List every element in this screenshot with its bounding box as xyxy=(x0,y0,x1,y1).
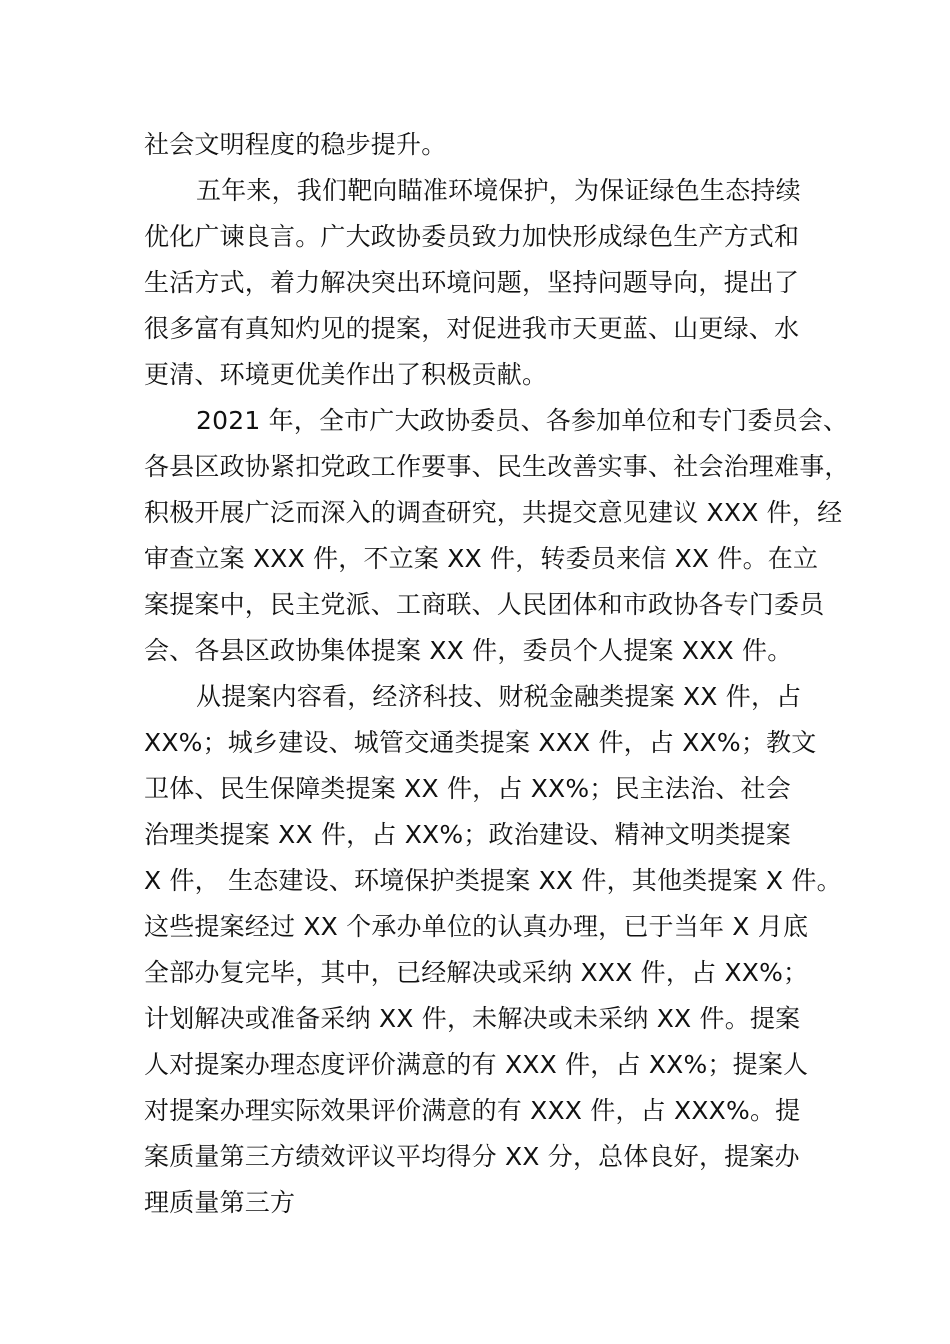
text-line: 2021 年，全市广大政协委员、各参加单位和专门委员会、 xyxy=(196,406,849,435)
text-line: 理质量第三方 xyxy=(144,1188,296,1217)
text-line: 全部办复完毕，其中，已经解决或采纳 XXX 件，占 XX%； xyxy=(144,958,809,987)
text-line: 卫体、民生保障类提案 XX 件，占 XX%；民主法治、社会 xyxy=(144,774,791,803)
text-line: 人对提案办理态度评价满意的有 XXX 件，占 XX%；提案人 xyxy=(144,1050,809,1079)
text-line: 五年来，我们靶向瞄准环境保护，为保证绿色生态持续 xyxy=(196,176,801,205)
text-line: 对提案办理实际效果评价满意的有 XXX 件，占 XXX%。提 xyxy=(144,1096,801,1125)
text-line: 案提案中，民主党派、工商联、人民团体和市政协各专门委员 xyxy=(144,590,825,619)
text-line: X 件， 生态建设、环境保护类提案 XX 件，其他类提案 X 件。 xyxy=(144,866,842,895)
text-line: XX%；城乡建设、城管交通类提案 XXX 件，占 XX%；教文 xyxy=(144,728,817,757)
document-body xyxy=(144,122,850,1226)
text-line: 审查立案 XXX 件，不立案 XX 件，转委员来信 XX 件。在立 xyxy=(144,544,819,573)
text-line: 生活方式，着力解决突出环境问题，坚持问题导向，提出了 xyxy=(144,268,800,297)
text-line: 优化广谏良言。广大政协委员致力加快形成绿色生产方式和 xyxy=(144,222,800,251)
text-line: 很多富有真知灼见的提案，对促进我市天更蓝、山更绿、水 xyxy=(144,314,800,343)
text-line: 从提案内容看，经济科技、财税金融类提案 XX 件，占 xyxy=(196,682,802,711)
text-line: 计划解决或准备采纳 XX 件，未解决或未采纳 XX 件。提案 xyxy=(144,1004,801,1033)
text-line: 治理类提案 XX 件，占 XX%；政治建设、精神文明类提案 xyxy=(144,820,791,849)
text-line: 积极开展广泛而深入的调查研究，共提交意见建议 XXX 件，经 xyxy=(144,498,843,527)
text-line: 更清、环境更优美作出了积极贡献。 xyxy=(144,360,548,389)
text-line: 案质量第三方绩效评议平均得分 XX 分，总体良好，提案办 xyxy=(144,1142,800,1171)
text-line: 社会文明程度的稳步提升。 xyxy=(144,130,447,159)
text-line: 各县区政协紧扣党政工作要事、民生改善实事、社会治理难事， xyxy=(144,452,850,481)
text-line: 会、各县区政协集体提案 XX 件，委员个人提案 XXX 件。 xyxy=(144,636,793,665)
text-line: 这些提案经过 XX 个承办单位的认真办理，已于当年 X 月底 xyxy=(144,912,809,941)
